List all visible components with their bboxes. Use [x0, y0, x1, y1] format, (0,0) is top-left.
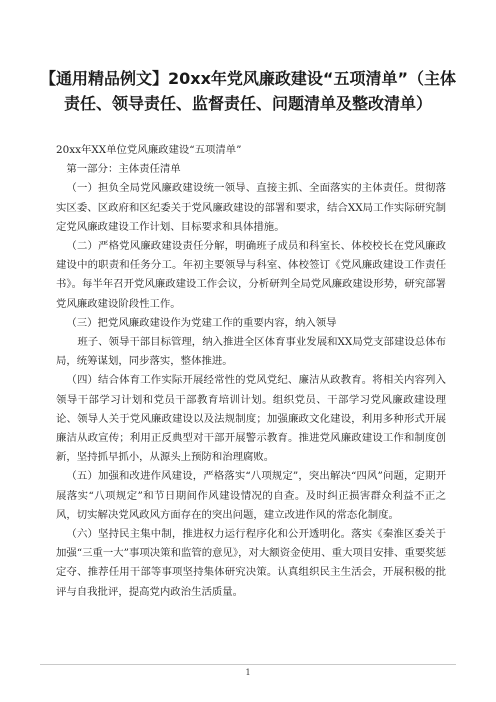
document-title: 【通用精品例文】20xx年党风廉政建设“五项清单”（主体责任、领导责任、监督责任、问题清单及整改清单） — [40, 69, 456, 113]
body-paragraph: 班子、领导干部目标管理，纳入推进全区体育事业发展和XX局党支部建设总体布局，统筹谋划，同步落实，整体推进。 — [56, 336, 446, 368]
section-heading: 第一部分：主体责任清单 — [66, 163, 181, 176]
body-paragraph: 20xx年XX单位党风廉政建设“五项清单” — [56, 144, 242, 156]
footer-divider — [40, 664, 456, 665]
body-paragraph: （一）担负全局党风廉政建设统一领导、直接主抓、全面落实的主体责任。贯彻落实区委、区政府和区纪委关于党风廉政建设的部署和要求，结合XX局工作实际研究制定党风廉政建设工作计划、目标要求和具体措施。 — [56, 182, 446, 233]
body-paragraph: （五）加强和改进作风建设，严格落实“八项规定”，突出解决“四风”问题，定期开展落实“八项规定”和节日期间作风建设情况的自查。及时纠正损害群众利益不正之风，切实解决党风政风方面存在的突出问题，建立改进作风的常态化制度。 — [56, 470, 446, 521]
document-body — [56, 141, 446, 602]
body-paragraph: （四）结合体育工作实际开展经常性的党风党纪、廉洁从政教育。将相关内容列入领导干部学习计划和党员干部教育培训计划。组织党员、干部学习党风廉政建设理论、领导人关于党风廉政建设以及法规制度；加强廉政文化建设，利用多种形式开展廉洁从政宣传；利用正反典型对干部开展警示教育。推进党风廉政建设工作和制度创新，坚持抓早抓小，从源头上预防和治理腐败。 — [56, 374, 446, 464]
page-number: 1 — [245, 668, 251, 677]
body-paragraph: （六）坚持民主集中制，推进权力运行程序化和公开透明化。落实《秦淮区委关于加强“三重一大”事项决策和监管的意见》，对大额资金使用、重大项目安排、重要奖惩定夺、推荐任用干部等事项坚持集体研究决策。认真组织民主生活会，开展积极的批评与自我批评，提高党内政治生活质量。 — [56, 528, 446, 598]
body-paragraph: （三）把党风廉政建设作为党建工作的重要内容，纳入领导 — [66, 316, 337, 329]
body-paragraph: （二）严格党风廉政建设责任分解，明确班子成员和科室长、体校校长在党风廉政建设中的职责和任务分工。年初主要领导与科室、体校签订《党风廉政建设工作责任书》。每半年召开党风廉政建设工作会议，分析研判全局党风廉政建设形势，研究部署党风廉政建设阶段性工作。 — [56, 240, 446, 310]
